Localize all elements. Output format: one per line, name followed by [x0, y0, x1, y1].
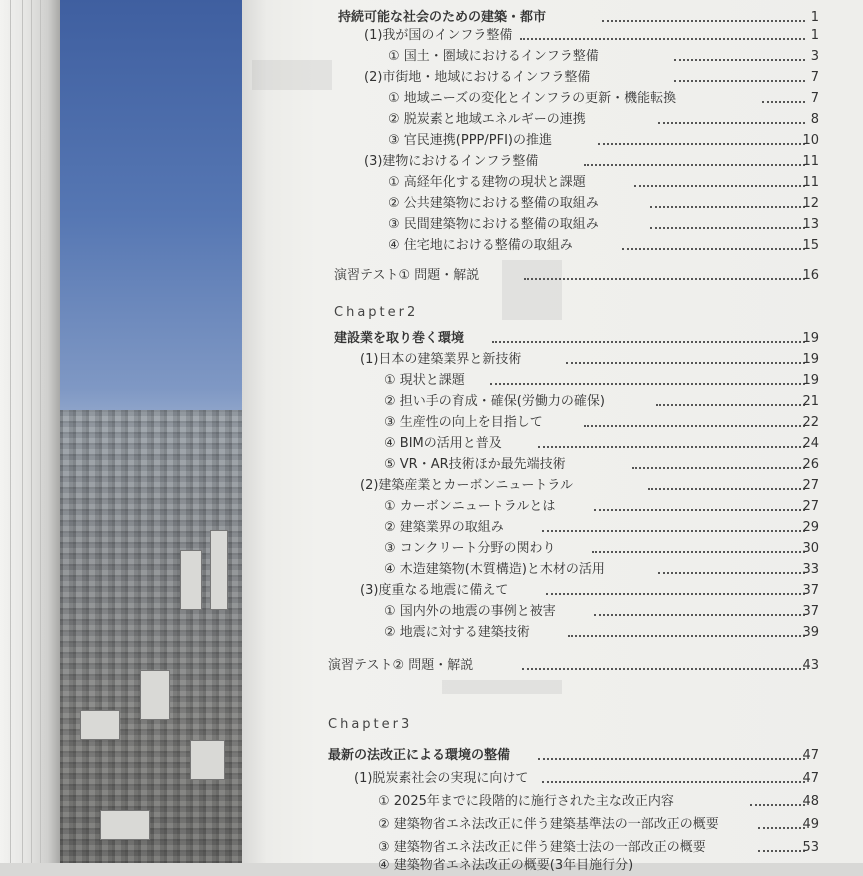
leader-dots — [758, 809, 805, 829]
toc-item: ① 2025年までに段階的に施行された主な改正内容 — [378, 794, 674, 809]
toc-item: ① 国内外の地震の事例と被害 — [384, 604, 556, 619]
page-number: 3 — [810, 49, 819, 64]
page-number: 13 — [802, 217, 819, 232]
leader-dots — [584, 407, 805, 427]
toc-item: ③ 民間建築物における整備の取組み — [388, 217, 599, 232]
toc-subsection: (3)建物におけるインフラ整備 — [364, 154, 539, 169]
page-number: 53 — [802, 840, 819, 855]
page-number: 8 — [810, 112, 819, 127]
toc-subsection: (1)我が国のインフラ整備 — [364, 28, 513, 43]
leader-dots — [524, 260, 805, 280]
toc-title: 最新の法改正による環境の整備 — [328, 748, 511, 763]
leader-dots — [538, 740, 805, 760]
cover-city-photo — [60, 0, 242, 863]
page-number: 19 — [802, 352, 819, 367]
toc-item: ④ 住宅地における整備の取組み — [388, 238, 573, 253]
leader-dots — [520, 20, 805, 40]
page-number: 37 — [802, 604, 819, 619]
toc-item: ① カーボンニュートラルとは — [384, 499, 556, 514]
leader-dots — [648, 470, 805, 490]
toc-entry — [242, 856, 863, 876]
page-number: 11 — [802, 154, 819, 169]
page-number: 37 — [802, 583, 819, 598]
leader-dots — [542, 512, 805, 532]
toc-exercise: 演習テスト② 問題・解説 — [328, 658, 474, 673]
page-number: 7 — [810, 70, 819, 85]
toc-item: ② 担い手の育成・確保(労働力の確保) — [384, 394, 605, 409]
page-number: 27 — [802, 478, 819, 493]
page-number: 10 — [802, 133, 819, 148]
page-number: 26 — [802, 457, 819, 472]
toc-subsection: (1)日本の建築業界と新技術 — [360, 352, 522, 367]
page-number: 11 — [802, 175, 819, 190]
toc-item: ① 高経年化する建物の現状と課題 — [388, 175, 586, 190]
table-of-contents-page — [242, 0, 863, 873]
page-number: 19 — [802, 331, 819, 346]
leader-dots — [602, 2, 805, 22]
leader-dots — [750, 786, 805, 806]
page-number: 1 — [810, 10, 819, 25]
toc-item: ② 建築業界の取組み — [384, 520, 504, 535]
toc-item: ⑤ VR・AR技術ほか最先端技術 — [384, 457, 566, 472]
leader-dots — [758, 832, 805, 852]
page-number: 47 — [802, 748, 819, 763]
book-page-edges — [0, 0, 64, 863]
toc-title: 持続可能な社会のための建築・都市 — [338, 10, 547, 25]
page-number: 16 — [802, 268, 819, 283]
leader-dots — [546, 575, 805, 595]
page-number: 33 — [802, 562, 819, 577]
toc-subsection: (3)度重なる地震に備えて — [360, 583, 509, 598]
toc-item: ① 現状と課題 — [384, 373, 465, 388]
toc-subsection: (2)市街地・地域におけるインフラ整備 — [364, 70, 591, 85]
page-number: 30 — [802, 541, 819, 556]
page-number: 12 — [802, 196, 819, 211]
toc-subsection: (2)建築産業とカーボンニュートラル — [360, 478, 574, 493]
leader-dots — [584, 146, 805, 166]
leader-dots — [658, 554, 805, 574]
page-number: 39 — [802, 625, 819, 640]
leader-dots — [594, 491, 805, 511]
toc-item: ④ 木造建築物(木質構造)と木材の活用 — [384, 562, 605, 577]
page-number: 15 — [802, 238, 819, 253]
page-number: 22 — [802, 415, 819, 430]
toc-item: ① 地域ニーズの変化とインフラの更新・機能転換 — [388, 91, 677, 106]
leader-dots — [490, 365, 805, 385]
toc-item: ③ コンクリート分野の関わり — [384, 541, 556, 556]
leader-dots — [538, 428, 805, 448]
leader-dots — [762, 83, 805, 103]
toc-entry — [242, 266, 863, 286]
leader-dots — [592, 533, 805, 553]
leader-dots — [634, 167, 805, 187]
page-number: 49 — [802, 817, 819, 832]
leader-dots — [542, 763, 805, 783]
leader-dots — [568, 617, 805, 637]
page-number: 47 — [802, 771, 819, 786]
leader-dots — [566, 344, 805, 364]
leader-dots — [650, 209, 805, 229]
leader-dots — [656, 386, 805, 406]
toc-item: ① 国土・圏域におけるインフラ整備 — [388, 49, 599, 64]
page-number: 29 — [802, 520, 819, 535]
page-number: 19 — [802, 373, 819, 388]
toc-item: ④ 建築物省エネ法改正の概要(3年目施行分) — [378, 858, 634, 873]
leader-dots — [594, 596, 805, 616]
toc-item: ③ 建築物省エネ法改正に伴う建築士法の一部改正の概要 — [378, 840, 706, 855]
chapter-heading: Chapter2 — [334, 305, 419, 320]
toc-item: ③ 生産性の向上を目指して — [384, 415, 543, 430]
page-number: 24 — [802, 436, 819, 451]
leader-dots — [658, 104, 805, 124]
toc-entry — [242, 236, 863, 256]
toc-exercise: 演習テスト① 問題・解説 — [334, 268, 480, 283]
toc-entry — [242, 656, 863, 676]
leader-dots — [492, 323, 805, 343]
page-number: 7 — [810, 91, 819, 106]
page-number: 43 — [802, 658, 819, 673]
leader-dots — [522, 650, 805, 670]
page-number: 21 — [802, 394, 819, 409]
leader-dots — [650, 188, 805, 208]
toc-item: ④ BIMの活用と普及 — [384, 436, 502, 451]
leader-dots — [622, 230, 805, 250]
leader-dots — [632, 449, 805, 469]
toc-title: 建設業を取り巻く環境 — [334, 331, 465, 346]
toc-item: ② 公共建築物における整備の取組み — [388, 196, 599, 211]
toc-item: ② 建築物省エネ法改正に伴う建築基準法の一部改正の概要 — [378, 817, 719, 832]
leader-dots — [598, 125, 805, 145]
toc-item: ② 脱炭素と地域エネルギーの連携 — [388, 112, 586, 127]
toc-entry — [242, 623, 863, 643]
toc-item: ② 地震に対する建築技術 — [384, 625, 530, 640]
toc-item: ③ 官民連携(PPP/PFI)の推進 — [388, 133, 552, 148]
page-number: 1 — [810, 28, 819, 43]
page-number: 27 — [802, 499, 819, 514]
page-number: 48 — [802, 794, 819, 809]
toc-subsection: (1)脱炭素社会の実現に向けて — [354, 771, 529, 786]
leader-dots — [674, 62, 805, 82]
toc-entry — [242, 838, 863, 858]
leader-dots — [674, 41, 805, 61]
city-skyline-image — [60, 410, 242, 863]
chapter-heading: Chapter3 — [328, 717, 413, 732]
